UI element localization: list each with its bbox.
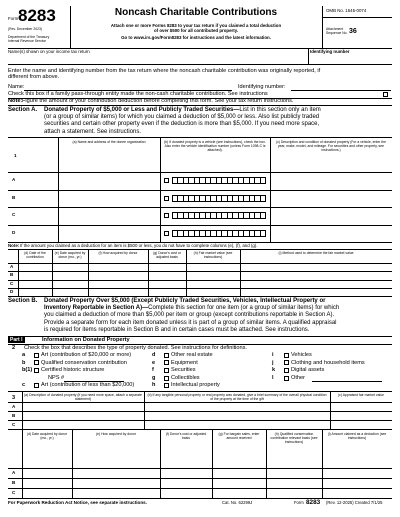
type-label: Qualified conservation contribution (41, 359, 127, 366)
a-note-rule (8, 249, 392, 250)
donee-name-field[interactable] (8, 207, 58, 225)
sequence-label: Sequence No. (326, 31, 348, 35)
type-label: Art (contribution of less than $20,000) (41, 382, 135, 389)
form-bottom-rule (8, 498, 392, 499)
type-key: e (152, 359, 156, 366)
property-description-field[interactable] (271, 172, 391, 190)
col-e-header: (e) Date acquired by donor (mo., yr.) (54, 251, 86, 259)
enter-text-1: Enter the name and identifying number from the tax return where the noncash charitable contribution was originally reported, if (8, 68, 321, 74)
type-key: b (22, 359, 26, 366)
row-label: C (10, 280, 14, 286)
type-checkbox[interactable] (284, 353, 289, 358)
type-key: b(1) (22, 367, 33, 374)
section-b-label: Section B. (8, 298, 38, 304)
section-b-part-label: Part I (10, 337, 23, 343)
type-label: Equipment (171, 359, 198, 366)
c3-div-0 (22, 391, 23, 429)
row-label: A (12, 177, 16, 182)
vin-digit-box[interactable] (261, 213, 265, 218)
row-label: C (12, 212, 16, 217)
revision-date: (Rev. December 2023) (8, 27, 43, 31)
type-key: g (152, 374, 156, 381)
row-label: B (12, 194, 16, 200)
col-i-header: (i) Method used to determine the fair market value (278, 251, 354, 255)
section-a-title: Donated Property of $5,000 or Less and Publicly Traded Securities— (44, 107, 240, 113)
b4-row-rule (8, 488, 392, 489)
section-b-title-2: Inventory Reportable in Section A)— (44, 305, 149, 312)
section-b-text-4: Provide a separate form for each item donated unless it is part of a group of similar items. A qualified appraisal (44, 319, 337, 326)
row-label: B (12, 480, 16, 485)
a2-row-rule (8, 271, 392, 272)
b-col-div-2 (88, 249, 89, 296)
vin-boxes[interactable] (172, 212, 266, 219)
family-passthrough-text: Check this box if a family pass-through entity made the non-cash charitable contribution. See instructions (8, 91, 268, 97)
row-label: B (12, 413, 16, 418)
b-col-div-5 (240, 249, 241, 296)
donee-name-field[interactable] (8, 225, 58, 243)
b-col-a-header: (a) Description of donated property (if you need more space, attach a separate statement) (24, 393, 142, 401)
type-checkbox[interactable] (34, 383, 39, 388)
catalog-number: Cat. No. 62299J (222, 500, 253, 505)
col-b-header: (b) If donated property is a vehicle (see instructions), check the box. Also enter the vehicle identification number (unless Form 1098-C is attached). (164, 140, 266, 152)
form-title-block (70, 6, 322, 48)
c3-bottom-rule (8, 429, 392, 430)
b-col-c-header: (c) Appraised fair market value (338, 393, 384, 397)
attachment-label: Attachment (326, 27, 344, 31)
section-b-text-2b: Complete this section for one item (or a group of similar items) for which (148, 305, 340, 312)
type-key: a (22, 352, 26, 358)
col-c-header: (c) Description and condition of donated property (For a vehicle, enter the year, make, model, and mileage. For securities and other property, see instructions.) (275, 140, 387, 152)
type-checkbox[interactable] (164, 353, 169, 358)
form-word: Form (8, 16, 19, 21)
family-passthrough-checkbox[interactable] (383, 92, 388, 97)
b3-row-rule (8, 411, 392, 412)
type-checkbox[interactable] (284, 376, 289, 381)
types-bottom-rule (8, 391, 392, 392)
vehicle-checkbox[interactable] (164, 231, 169, 236)
c3-header-rule (8, 402, 392, 403)
row-label: A (12, 470, 16, 475)
a2-header-rule (8, 263, 392, 264)
footer-form-word: Form (294, 500, 304, 505)
section-a-text-3: securities and certain other property even if the deduction is more than $5,000. If you need more space, (44, 121, 320, 128)
b4-row-rule (8, 478, 392, 479)
row-label: D (12, 229, 16, 235)
type-key: i (272, 352, 274, 358)
section-b-text-3: you claimed a deduction of more than $5,000 per item or group (except contributions reportable in Section A). (44, 312, 335, 319)
identity-rule (8, 64, 392, 65)
form-8283-page (8, 6, 392, 511)
form-id-block (8, 6, 70, 48)
vehicle-checkbox[interactable] (164, 213, 169, 218)
type-key: d (152, 352, 156, 358)
property-description-field[interactable] (271, 190, 391, 208)
type-label: Digital assets (291, 367, 325, 374)
department-name: Department of the Treasury (8, 35, 50, 39)
b3-row-rule (8, 420, 392, 421)
section-b-title-1: Donated Property Over $5,000 (Except Publicly Traded Securities, Vehicles, Intellectual Property or (44, 298, 326, 304)
type-label: Certified historic structure (41, 367, 105, 374)
form-subtitle-2: of over $500 for all contributed property. (153, 28, 239, 33)
type-checkbox[interactable] (164, 368, 169, 373)
id-2-field[interactable] (291, 90, 391, 91)
row-label: A (12, 404, 16, 409)
note-text: Figure the amount of your contribution deduction before completing this form. See your tax return instructions. (22, 98, 294, 104)
c3-div-1 (144, 391, 145, 429)
line-1-number: 1 (14, 153, 17, 158)
vin-digit-box[interactable] (261, 231, 265, 236)
vin-digit-box[interactable] (261, 178, 265, 183)
c4-header-rule (8, 468, 392, 469)
type-key: f (152, 367, 154, 374)
type-key: j (272, 359, 274, 366)
vehicle-checkbox[interactable] (164, 196, 169, 201)
col-d-header: (d) Date of the contribution (24, 251, 46, 259)
footer-form-number: 8283 (306, 499, 321, 506)
row-label: C (12, 490, 16, 495)
note-bottom-rule (8, 105, 392, 106)
footer-revision: (Rev. 12-2025) Created 7/1/25 (326, 500, 383, 505)
property-description-field[interactable] (271, 225, 391, 243)
type-checkbox[interactable] (164, 360, 169, 365)
type-label: Vehicles (291, 352, 312, 358)
section-a-text-2: (or a group of similar items) for which you claimed a deduction of $5,000 or less. Also list publicly traded (44, 114, 320, 121)
section-a-end-rule (8, 296, 392, 297)
form-subtitle-1: Attach one or more Forms 8283 to your tax return if you claimed a total deduction (110, 23, 282, 28)
form-title: Noncash Charitable Contributions (114, 7, 278, 18)
line-2-text: Check the box that describes the type of property donated. See instructions for definitions. (24, 345, 247, 351)
a-note-label: Note: (8, 243, 20, 248)
section-a-text (44, 107, 392, 136)
id-divider (308, 48, 309, 64)
section-a-label: Section A. (8, 107, 38, 113)
type-key: c (22, 382, 26, 389)
row-label: A (10, 264, 14, 269)
type-label: Clothing and household items (291, 359, 365, 366)
type-checkbox[interactable] (34, 368, 39, 373)
section-a-text-1b: List in this section only an item (239, 107, 321, 113)
type-label: Collectibles (171, 374, 200, 381)
type-label: Art (contribution of $20,000 or more) (41, 352, 132, 358)
donee-name-field[interactable] (8, 172, 58, 190)
identifying-number-field[interactable] (310, 54, 392, 63)
b-col-i-header: (i) Amount claimed as a deduction (see instructions) (327, 432, 387, 440)
col-f-header: (f) How acquired by donor (98, 251, 138, 255)
a2-row-rule (8, 280, 392, 281)
vin-boxes[interactable] (172, 230, 266, 237)
row-label: D (10, 288, 14, 294)
vin-digit-box[interactable] (261, 196, 265, 201)
vin-boxes[interactable] (172, 177, 266, 184)
type-key: k (272, 367, 276, 374)
type-checkbox[interactable] (34, 353, 39, 358)
name-label: Name(s) shown on your income tax return (8, 49, 90, 54)
a-note-text: If the amount you claimed as a deduction for an item is $500 or less, you do not have to complete columns (e), (f), and (g). (20, 243, 258, 248)
row-label: C (12, 422, 16, 427)
name-field[interactable] (8, 54, 308, 63)
section-a-text-4: attach a statement. See instructions. (44, 128, 142, 135)
type-checkbox[interactable] (284, 360, 289, 365)
form-goto-line: Go to www.irs.gov/Form8283 for instructions and the latest information. (121, 35, 271, 40)
type-checkbox[interactable] (164, 376, 169, 381)
col-h-header: (h) Fair market value (see instructions) (193, 251, 233, 259)
b-col-b-header: (b) If any tangible personal property or real property was donated, give a brief summary of the overall physical condition of the property at the time of the gift (147, 393, 327, 401)
type-key: h (152, 382, 156, 389)
paperwork-notice: For Paperwork Reduction Act Notice, see separate instructions. (8, 500, 147, 505)
type-label: NPS # (48, 374, 65, 381)
sequence-number: 36 (349, 28, 357, 35)
note-label: Note: (8, 98, 23, 104)
section-b-part-title: Information on Donated Property (42, 337, 130, 343)
section-b-text-5: is required for items reportable in Section B and in certain cases must be attached. See instructions. (44, 326, 310, 333)
id-2-label: Identifying number: (238, 84, 286, 90)
row-label: B (10, 272, 14, 278)
omb-block (322, 6, 392, 48)
other-type-field[interactable] (312, 381, 382, 382)
form-number: 8283 (18, 6, 56, 25)
b-col-f-header: (f) Donor's cost or adjusted basis (165, 432, 207, 440)
vin-boxes[interactable] (172, 195, 266, 202)
section-a-rule (8, 137, 392, 138)
omb-divider (322, 17, 392, 18)
a2-row-rule (8, 288, 392, 289)
type-label: Securities (171, 367, 196, 374)
type-checkbox[interactable] (34, 360, 39, 365)
type-label: Other real estate (171, 352, 213, 358)
b-col-h-header: (h) Qualified conservation contribution relevant basis (see instructions) (270, 432, 318, 444)
section-b-text (44, 298, 392, 334)
type-checkbox[interactable] (284, 368, 289, 373)
b-col-g-header: (g) For bargain sales, enter amount received (218, 432, 260, 440)
donee-name-field[interactable] (8, 190, 58, 208)
omb-number: OMB No. 1545-0074 (326, 8, 367, 13)
identifying-number-label: Identifying number (310, 49, 350, 54)
irs-name: Internal Revenue Service (8, 39, 47, 43)
type-key: l (272, 374, 274, 381)
col-g-header: (g) Donor's cost or adjusted basis (153, 251, 181, 259)
c3-div-2 (330, 391, 331, 429)
vehicle-checkbox[interactable] (164, 178, 169, 183)
line-3-number: 3 (12, 395, 16, 401)
property-description-field[interactable] (271, 207, 391, 225)
type-label: Other (291, 374, 305, 381)
col-a-header: (a) Name and address of the donee organization (72, 140, 146, 144)
type-checkbox[interactable] (164, 383, 169, 388)
type-label: Intellectual property (171, 382, 220, 389)
b-col-d-header: (d) Date acquired by donor (mo., yr.) (26, 432, 68, 440)
name-2-label: Name: (8, 84, 25, 90)
b-col-e-header: (e) How acquired by donor (96, 432, 136, 436)
line-2-number: 2 (12, 345, 16, 351)
enter-text-2: different from above. (8, 74, 60, 80)
